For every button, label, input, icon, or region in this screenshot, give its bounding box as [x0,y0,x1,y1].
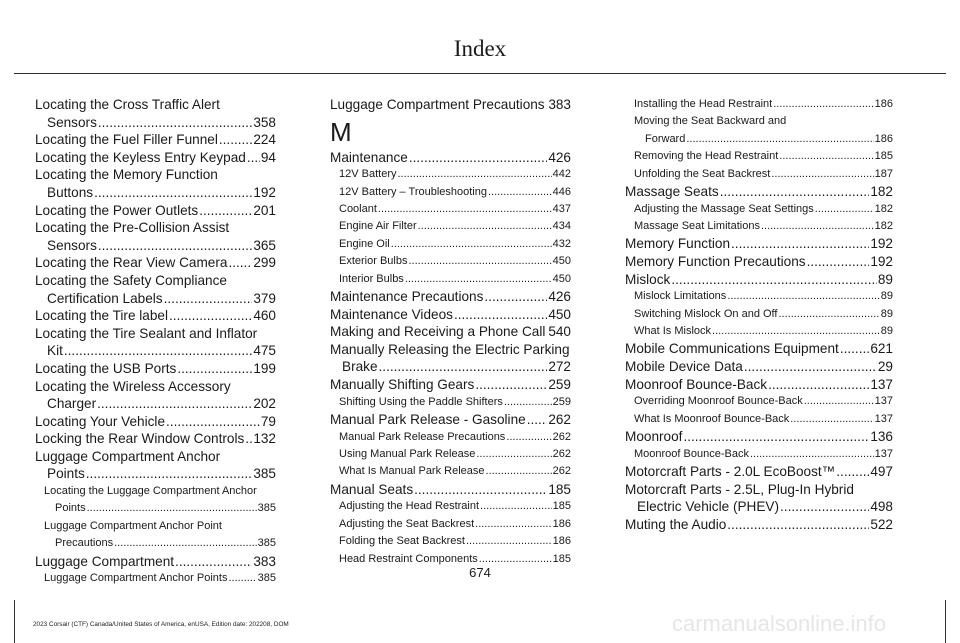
index-subentry-text: Luggage Compartment Anchor Point [44,519,222,532]
entry-label: Moonroof [625,429,683,445]
dot-leader [486,463,552,480]
entry-page-number: 426 [548,149,571,165]
index-subentry [330,533,571,550]
dot-leader [546,96,548,114]
entry-label: Certification Labels [47,290,163,306]
dot-leader [480,498,552,515]
index-subentry-text: Moving the Seat Backward and [634,115,787,128]
entry-label: Engine Oil [339,237,390,250]
index-subentry [625,131,893,148]
index-subentry [330,498,571,515]
entry-page-number: 442 [552,168,571,181]
dot-leader [114,535,257,552]
index-entry [35,342,276,360]
entry-label: Interior Bulbs [339,272,404,285]
index-subentry [625,411,893,428]
entry-label: Points [55,502,86,515]
entry-page-number: 137 [874,412,893,425]
dot-leader [779,148,873,165]
dot-leader [527,411,548,429]
index-entry-text: Locating the Cross Traffic Alert [35,97,220,112]
entry-label: Locating the USB Ports [35,360,177,376]
index-entry [35,202,276,220]
entry-label: Switching Mislock On and Off [634,307,778,320]
entry-page-number: 475 [253,343,276,359]
entry-page-number: 185 [874,150,893,163]
entry-label: Luggage Compartment [35,553,175,569]
dot-leader [228,254,252,272]
dot-leader [397,166,551,183]
entry-page-number: 540 [548,324,571,340]
entry-label: Manual Park Release - Gasoline [330,412,526,427]
entry-page-number: 202 [253,396,276,412]
dot-leader [815,201,874,218]
dot-leader [475,516,552,533]
entry-page-number: 262 [552,448,571,460]
entry-label: Shifting Using the Paddle Shifters [339,395,503,408]
index-entry [625,463,893,481]
entry-label: Mobile Communications Equipment [625,341,839,357]
entry-label: Locating the Tire label [35,308,169,324]
dot-leader [87,500,257,517]
dot-leader [475,376,547,394]
entry-page-number: 437 [552,203,571,215]
entry-label: Brake [342,359,378,375]
entry-page-number: 262 [552,430,571,443]
dot-leader [409,149,547,167]
index-subentry [625,393,893,410]
entry-label: Mobile Device Data [625,359,743,375]
dot-leader [391,236,552,253]
entry-label: Mislock [625,271,671,287]
index-entry [625,358,893,376]
entry-page-number: 383 [548,97,571,112]
dot-leader [98,237,252,255]
entry-page-number: 79 [260,413,276,429]
entry-page-number: 522 [870,516,893,532]
index-subentry [625,201,893,218]
entry-page-number: 299 [253,255,276,271]
entry-page-number: 498 [870,499,893,515]
page-title: Index [453,36,507,61]
dot-leader [807,253,870,271]
entry-label: Massage Seat Limitations [634,220,760,233]
index-subentry [625,96,893,113]
entry-page-number: 186 [874,132,893,145]
entry-label: Luggage Compartment Precautions [330,97,545,112]
index-entry [35,430,276,448]
dot-leader [245,430,252,448]
entry-page-number: 497 [870,464,893,480]
entry-label: Using Manual Park Release [339,448,476,460]
entry-label: Locating the Fuel Filler Funnel [35,132,218,148]
index-entry-text: Locating the Wireless Accessory [35,378,231,394]
index-column-3 [625,96,893,533]
dot-leader [177,360,252,378]
dot-leader [379,358,548,376]
dot-leader [546,323,547,341]
entry-page-number: 272 [548,359,571,375]
index-entry [35,307,276,325]
index-subentry [330,394,571,411]
index-entry [625,376,893,394]
index-entry [625,253,893,271]
entry-label: What Is Manual Park Release [339,465,485,478]
entry-page-number: 383 [253,553,276,569]
dot-leader [97,395,252,413]
index-subentry-text: Locating the Luggage Compartment Anchor [44,485,257,498]
watermark: carmanualsonline.info [672,611,887,636]
index-entry-text: Locating the Memory Function [35,167,218,183]
index-entry [330,306,571,324]
index-entry-text: Luggage Compartment Anchor [35,448,221,464]
dot-leader [761,218,874,235]
index-entry [625,498,893,516]
dot-leader [712,323,880,340]
index-subentry [330,218,571,235]
entry-label: Mislock Limitations [634,290,727,303]
entry-label: Precautions [55,537,114,550]
entry-label: Making and Receiving a Phone Call [330,324,546,340]
entry-label: Sensors [47,114,97,130]
entry-page-number: 262 [552,465,571,478]
entry-page-number: 137 [874,395,893,408]
entry-page-number: 379 [253,290,276,306]
entry-page-number: 621 [870,341,893,357]
entry-label: Coolant [339,203,377,215]
dot-leader [199,202,252,220]
entry-label: Muting the Audio [625,516,727,532]
dot-leader [219,131,252,149]
entry-label: Sensors [47,237,97,253]
entry-page-number: 186 [552,517,571,530]
dot-leader [773,96,873,113]
entry-page-number: 187 [874,167,893,180]
index-entry [35,465,276,483]
entry-page-number: 365 [253,237,276,253]
entry-page-number: 450 [552,272,571,285]
index-subentry [330,271,571,288]
index-subentry [625,306,893,323]
dot-leader [727,288,879,305]
dot-leader [408,253,551,270]
dot-leader [414,481,547,499]
dot-leader [790,411,873,428]
dot-leader [504,394,552,411]
entry-page-number: 185 [552,552,571,565]
entry-label: Maintenance [330,149,408,165]
entry-label: Unfolding the Seat Backrest [634,167,771,180]
entry-label: Locating the Power Outlets [35,202,199,218]
dot-leader [840,340,869,358]
entry-label: Buttons [47,184,94,200]
index-subentry [330,236,571,253]
index-entry [35,114,276,132]
dot-leader [405,271,552,288]
entry-page-number: 199 [253,360,276,376]
index-entry [330,481,571,499]
dot-leader [476,446,551,463]
entry-label: Installing the Head Restraint [634,98,773,110]
index-entry [35,254,276,272]
edition-footer: 2023 Corsair (CTF) Canada/United States of America, enUSA, Edition date: 202208, DOM [33,621,289,628]
dot-leader [94,184,252,202]
entry-label: Maintenance Videos [330,306,453,322]
dot-leader [164,290,253,308]
dot-leader [836,463,869,481]
entry-label: Charger [47,396,97,412]
entry-page-number: 186 [552,535,571,548]
dot-leader [720,183,870,201]
entry-label: Massage Seats [625,184,719,200]
entry-label: Adjusting the Head Restraint [339,500,480,513]
entry-label: Locating the Rear View Camera [35,255,228,271]
entry-page-number: 132 [253,431,276,447]
dot-leader [454,306,547,324]
index-subentry [330,446,571,463]
entry-page-number: 192 [253,184,276,200]
entry-page-number: 450 [552,255,571,268]
entry-label: Memory Function Precautions [625,254,806,270]
index-entry [35,360,276,378]
entry-label: Manual Park Release Precautions [339,430,506,443]
index-entry [625,340,893,358]
dot-leader [86,465,253,483]
entry-label: Kit [47,343,63,359]
index-entry [330,96,571,114]
dot-leader [727,516,869,534]
index-entry [35,395,276,413]
index-entry [35,413,276,431]
entry-label: Manually Shifting Gears [330,377,475,392]
dot-leader [98,114,252,132]
index-entry [330,358,571,376]
index-entry [330,288,571,306]
entry-page-number: 434 [552,220,571,233]
entry-page-number: 182 [874,220,893,233]
dot-leader [744,358,877,376]
index-subentry [625,323,893,340]
entry-label: Engine Air Filter [339,220,417,233]
entry-label: Electric Vehicle (PHEV) [637,499,780,515]
index-entry [35,149,276,167]
dot-leader [418,218,552,235]
entry-page-number: 29 [877,359,893,375]
crop-mark-right [945,600,946,643]
index-subentry [625,446,893,463]
index-subentry [35,535,276,552]
dot-leader [750,446,874,463]
index-subentry [625,148,893,165]
entry-page-number: 192 [870,254,893,270]
index-column-1 [35,96,276,588]
index-subentry [330,184,571,201]
dot-leader [166,413,260,431]
dot-leader [484,288,547,306]
entry-label: Maintenance Precautions [330,289,484,305]
entry-label: Removing the Head Restraint [634,150,779,163]
entry-label: Adjusting the Massage Seat Settings [634,202,814,215]
entry-label: What Is Mislock [634,325,712,338]
entry-page-number: 89 [880,290,893,303]
entry-page-number: 182 [870,184,893,200]
entry-page-number: 358 [253,114,276,130]
index-entry [330,376,571,394]
entry-page-number: 385 [257,502,276,515]
entry-page-number: 450 [548,306,571,322]
entry-page-number: 426 [548,289,571,305]
index-subentry [330,429,571,446]
dot-leader [768,376,869,394]
entry-label: Luggage Compartment Anchor Points [44,572,228,585]
index-subentry [330,166,571,183]
entry-label: Locating Your Vehicle [35,413,166,429]
section-letter: M [330,116,352,147]
index-subentry [625,288,893,305]
index-column-2 [330,96,571,568]
entry-label: Moonroof Bounce-Back [625,376,768,392]
index-entry [625,271,893,289]
entry-page-number: 182 [874,202,893,215]
entry-label: Locking the Rear Window Controls [35,431,245,447]
index-entry-text: Locating the Pre-Collision Assist [35,220,230,236]
entry-label: What Is Moonroof Bounce-Back [634,412,790,425]
index-entry [330,411,571,429]
entry-label: Exterior Bulbs [339,255,408,268]
dot-leader [64,342,252,360]
dot-leader [247,149,260,167]
entry-page-number: 224 [253,132,276,148]
entry-label: Folding the Seat Backrest [339,535,465,548]
entry-page-number: 137 [870,376,893,392]
index-subentry [330,463,571,480]
entry-page-number: 89 [880,325,893,338]
dot-leader [466,533,552,550]
dot-leader [683,428,869,446]
entry-page-number: 186 [874,98,893,110]
index-entry [35,131,276,149]
index-entry [35,184,276,202]
dot-leader [771,166,873,183]
index-subentry [330,516,571,533]
entry-label: 12V Battery [339,168,397,181]
index-subentry [330,253,571,270]
dot-leader [378,201,552,218]
entry-page-number: 89 [877,271,893,287]
entry-label: Moonroof Bounce-Back [634,447,749,460]
index-entry [625,235,893,253]
entry-label: Overriding Moonroof Bounce-Back [634,395,803,408]
dot-leader [778,306,879,323]
entry-label: Manual Seats [330,481,414,497]
entry-label: Memory Function [625,236,731,252]
entry-label: Head Restraint Components [339,552,478,565]
entry-page-number: 262 [548,412,571,427]
entry-page-number: 201 [253,202,276,218]
entry-page-number: 432 [552,237,571,250]
entry-page-number: 94 [260,149,276,165]
entry-label: Adjusting the Seat Backrest [339,517,475,530]
index-entry [330,323,571,341]
entry-label: 12V Battery – Troubleshooting [339,185,487,198]
index-entry-text: Manually Releasing the Electric Parking [330,341,570,357]
index-entry [330,149,571,167]
page-number: 674 [469,565,491,580]
index-entry-text: Locating the Tire Sealant and Inflator [35,325,258,341]
entry-page-number: 137 [874,447,893,460]
dot-leader [780,498,869,516]
index-subentry [330,201,571,218]
header-divider [14,73,946,74]
index-entry [625,516,893,534]
dot-leader [488,184,552,201]
entry-page-number: 385 [253,466,276,482]
index-entry [625,183,893,201]
entry-page-number: 385 [257,537,276,550]
entry-label: Forward [645,132,686,145]
entry-label: Motorcraft Parts - 2.0L EcoBoost™ [625,464,836,480]
index-entry [35,237,276,255]
entry-page-number: 136 [870,429,893,445]
entry-page-number: 185 [548,481,571,497]
entry-page-number: 192 [870,236,893,252]
dot-leader [671,271,877,289]
entry-page-number: 259 [552,395,571,408]
dot-leader [804,393,874,410]
index-subentry [625,218,893,235]
entry-page-number: 259 [548,377,571,392]
dot-leader [506,429,551,446]
crop-mark-left [14,600,15,643]
entry-page-number: 460 [253,308,276,324]
dot-leader [169,307,252,325]
dot-leader [731,235,869,253]
entry-label: Locating the Keyless Entry Keypad [35,149,246,165]
entry-label: Points [47,466,85,482]
dot-leader [686,131,873,148]
entry-page-number: 185 [552,500,571,513]
index-entry [35,290,276,308]
entry-page-number: 89 [880,307,893,320]
index-entry-text: Motorcraft Parts - 2.5L, Plug-In Hybrid [625,481,854,497]
index-entry [625,428,893,446]
index-subentry [625,166,893,183]
index-entry-text: Locating the Safety Compliance [35,272,227,288]
entry-page-number: 446 [552,185,571,198]
entry-page-number: 385 [257,572,276,585]
index-subentry [35,500,276,517]
